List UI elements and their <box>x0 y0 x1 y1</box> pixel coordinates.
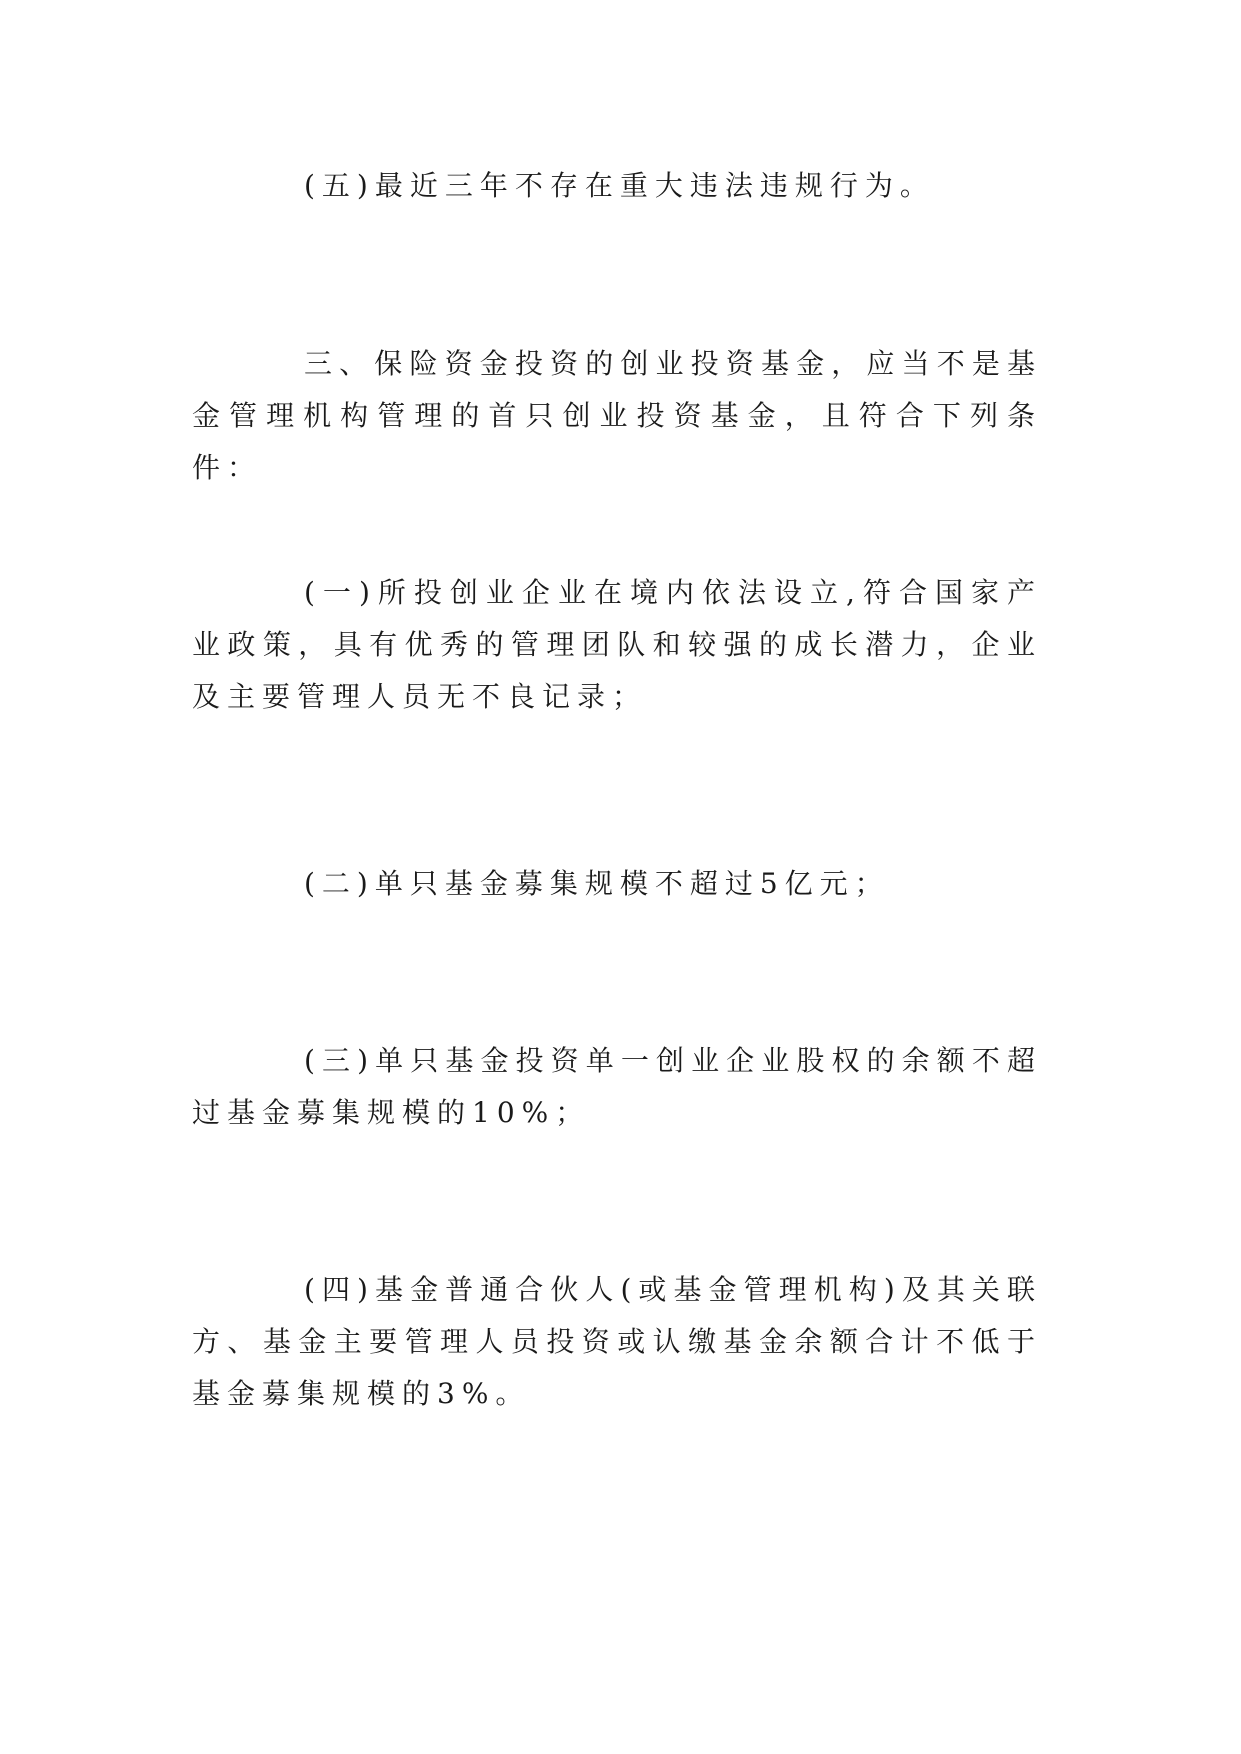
paragraph-section-3-venture-fund-conditions: 三、保险资金投资的创业投资基金，应当不是基金管理机构管理的首只创业投资基金，且符合下列条件： <box>192 347 1042 484</box>
paragraph-condition-1-startup-enterprises: (一)所投创业企业在境内依法设立,符合国家产业政策，具有优秀的管理团队和较强的成长潜力，企业及主要管理人员无不良记录； <box>192 576 1042 713</box>
paragraph-item-5-no-violations: (五)最近三年不存在重大违法违规行为。 <box>304 169 935 202</box>
paragraph-condition-4-gp-contribution: (四)基金普通合伙人(或基金管理机构)及其关联方、基金主要管理人员投资或认缴基金余额合计不低于基金募集规模的3%。 <box>192 1273 1042 1410</box>
paragraph-condition-2-fund-size: (二)单只基金募集规模不超过5亿元； <box>304 867 890 900</box>
paragraph-condition-3-single-investment-limit: (三)单只基金投资单一创业企业股权的余额不超过基金募集规模的10%； <box>192 1044 1042 1129</box>
